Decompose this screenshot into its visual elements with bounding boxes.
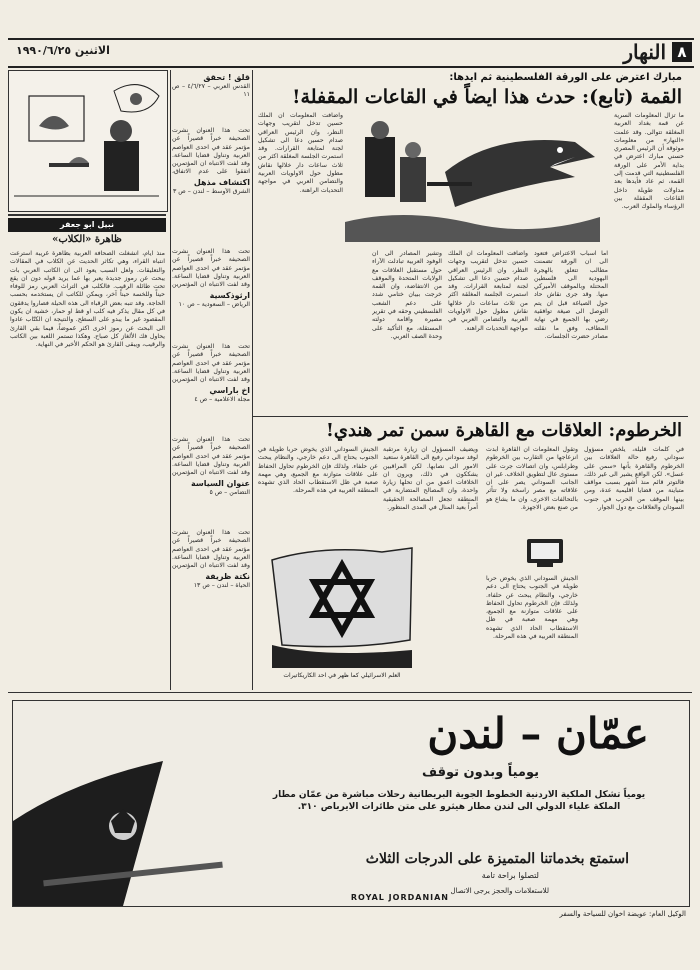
brief-source: الحياة – لندن – ص ١٣ (193, 582, 250, 589)
column-body: منذ ايام، انشغلت الصحافة العربية بظاهرة غريبة استرعت انتباه القراء، وهي تكاثر الحديث عن الكلاب في المقالات والتعليقات. ولعل السبب يعود الى ان الكاتب العربي بات يبحث عن رموز جديدة يعبر بها عما يريد قوله دون ان يقع تحت طائلة الرقيب. فالكلب في التراث العربي رمز للوفاء حيناً وللخسة حيناً آخر، ويمكن للكاتب ان يستخدمه بحسب الحاجة. وقد تنبه بعض الرقباء الى هذه الحيلة فصاروا يدققون في كل مقال يذكر فيه كلب او قط او حمار، خشية ان يكون المقصود غير ما يبدو على السطح. والنتيجة ان الكتّاب عادوا الى البحث عن رموز اخرى اكثر غموضاً، فيما بقي القارئ يحاول فك الألغاز كل صباح. وهكذا تستمر اللعبة بين الكاتب والرقيب، ويبقى القارئ هو الحكم الأخير في النهاية. (10, 250, 165, 349)
section-rule (8, 692, 692, 693)
lead-column-1: اما اسباب الاعتراض فتعود الى ان الورقة تضمنت مطالب تتعلق بالهجرة اليهودية الى فلسطين المحتلة وبالموقف الأميركي منها. وقد جرى نقاش حاد حول الصياغة قبل ان يتم التوصل الى صيغة توافقية رضي بها الجميع في نهاية المطاف، وفق ما نقلته مصادر حضرت الجلسات. (534, 250, 608, 340)
column-title: ظاهرة «الكلاب» (52, 234, 122, 245)
brief-body: تحت هذا العنوان نشرت الصحيفة خبراً قصيراً عن مؤتمر عقد في احدى العواصم العربية وتناول قضايا الساعة. وقد لفت الانتباه ان المؤتمرين اتفقوا على عدم الاتفاق، (172, 127, 250, 175)
cartoon-caption: العلم الاسرائيلي كما ظهر في احد الكاريكاتيرات (283, 672, 401, 679)
newspaper-name: النهار (623, 40, 666, 64)
second-column-2b: الجيش السوداني الذي يخوض حرباً طويلة في الجنوب يحتاج الى دعم خارجي، والنظام يبحث عن حلفاء. ولذلك فإن الخرطوم تحاول الحفاظ على علاقات متوازنة مع الجميع، وهي مهمة صعبة في ظل الاستقطاب الحاد الذي تشهده المنطقة العربية في هذه المرحلة. (486, 575, 578, 641)
column-rule (252, 70, 253, 690)
ad-title: عمّان – لندن (427, 709, 649, 758)
second-column-1: في كلمات قليلة، يلخص مسؤول سوداني رفيع حالة العلاقات بين الخرطوم والقاهرة بأنها «سمن على عسل». لكن الواقع يشير الى غير ذلك، فالتوتر قائم منذ أشهر بسبب مواقف متباينة من قضايا اقليمية عدة، ومن بينها الموقف من الحرب في جنوب السودان والعلاقات مع دول الجوار. (584, 446, 684, 512)
page-header (8, 38, 694, 68)
brief-body: تحت هذا العنوان نشرت الصحيفة خبراً قصيراً عن مؤتمر عقد في احدى العواصم العربية وتناول قضايا الساعة. وقد لفت الانتباه ان المؤتمرين (172, 436, 250, 476)
royal-jordanian-ad (12, 700, 690, 907)
ad-contact: للاستعلامات والحجز يرجى الاتصال (450, 887, 549, 895)
lead-column-2: واضافت المعلومات ان الملك حسين تدخل لتقريب وجهات النظر، وان الرئيس العراقي صدام حسين دعا الى تشكيل لجنة لمتابعة القرارات. وقد استمرت الجلسة المغلقة اكثر من ثلاث ساعات دار خلالها نقاش مطول حول الاولويات العربية والتضامن العربي في مواجهة التحديات الراهنة. (448, 250, 528, 332)
issue-date: الاثنين ١٩٩٠/٦/٢٥ (16, 44, 110, 57)
ad-subtitle: يومياً وبدون توقف (422, 765, 539, 780)
ad-brand: ROYAL JORDANIAN (350, 893, 449, 902)
left-cartoon (8, 70, 168, 212)
crocodile-cartoon (345, 112, 600, 242)
page-number: ٨ (672, 42, 692, 62)
lead-column-4: واضافت المعلومات ان الملك حسين تدخل لتقريب وجهات النظر، وان الرئيس العراقي صدام حسين دعا الى تشكيل لجنة لمتابعة القرارات. وقد استمرت الجلسة المغلقة اكثر من ثلاث ساعات دار خلالها نقاش مطول حول الاولويات العربية والتضامن العربي في مواجهة التحديات الراهنة. (258, 112, 343, 194)
brief-title: عنوان السياسة (191, 479, 250, 488)
brief-body: تحت هذا العنوان نشرت الصحيفة خبراً قصيراً عن مؤتمر عقد في احدى العواصم العربية وتناول قضايا الساعة. وقد لفت الانتباه ان المؤتمرين (172, 343, 250, 383)
lead-headline: القمة (تابع): حدث هذا ايضاً في القاعات المقفلة! (292, 86, 682, 108)
brief-source: مجلة الاعلامية – ص ٤ (194, 396, 250, 403)
brief-source: الرياض – السعودية – ص ١٠ (178, 301, 250, 308)
ad-slogan: استمتع بخدماتنا المتميزة على الدرجات الثلاث (365, 851, 629, 867)
flag-cartoon (262, 540, 422, 670)
ad-tagline: لتصلوا براحة تامة (481, 871, 539, 880)
lead-intro: ما تزال المعلومات السرية عن قمة بغداد العربية المغلقة تتوالى. وقد علمت «النهار» من معلومات موثوقة أن الرئيس المصري حسني مبارك اعترض في بداية الأمر على الورقة الفلسطينية التي قدمت إلى القمة، ثم عاد فأيدها بعد مداولات طويلة داخل القاعات المقفلة بين الرؤساء والملوك العرب. (614, 112, 684, 211)
brief-title: اكتشاف مذهل (193, 178, 250, 187)
column-rule (170, 70, 171, 690)
second-column-3: ويضيف المسؤول ان زيارة مرتقبة لوفد سوداني رفيع الى القاهرة ستعيد الامور الى نصابها. لكن المراقبين يشككون في ذلك، ويرون ان الخلافات اعمق من ان تحلها زيارة واحدة، وان المصالح المتضاربة في المنطقة تجعل المصالحة الحقيقية أمراً بعيد المنال في المدى المنظور. (383, 446, 478, 512)
sidebar-briefs (172, 70, 250, 685)
agent-line: الوكيل العام: عويضة اخوان للسياحة والسفر (559, 910, 686, 918)
brief-source: التضامن – ص ٥ (209, 489, 250, 496)
brief-source: القدس العربي – ٤/٦/٢٧ – ص ١١ (172, 83, 250, 99)
lead-kicker: مبارك اعترض على الورقة الفلسطينية ثم ايدها: (449, 72, 682, 83)
section-rule (253, 416, 688, 417)
brief-title: قلق ! تحقق (203, 73, 250, 82)
second-column-2: وتقول المعلومات ان القاهرة أبدت انزعاجها من التقارب بين الخرطوم وطرابلس، وان اتصالات جرت على مستوى عال لتطويق الخلاف. غير ان الجانب السوداني يصر على ان علاقاته مع مصر راسخة ولا تتأثر بالتحالفات الاخرى، وان ما يشاع هو من صنع بعض الاجهزة. (486, 446, 578, 512)
lead-column-3: وتشير المصادر الى ان الوفود العربية تبادلت الآراء حول مستقبل العلاقات مع الولايات المتحدة والموقف من الانتفاضة، وان القمة خرجت ببيان ختامي شدد على دعم الشعب الفلسطيني وحقه في تقرير مصيره واقامة دولته المستقلة، مع التأكيد على وحدة الصف العربي. (372, 250, 442, 340)
second-headline: الخرطوم: العلاقات مع القاهرة سمن تمر هندي! (325, 420, 682, 441)
brief-source: الشرق الأوسط – لندن – ص ٣ (173, 188, 250, 195)
second-column-4: الجيش السوداني الذي يخوض حرباً طويلة في الجنوب يحتاج الى دعم خارجي، والنظام يبحث عن حلفاء. ولذلك فإن الخرطوم تحاول الحفاظ على علاقات متوازنة مع الجميع، وهي مهمة صعبة في ظل الاستقطاب الحاد الذي تشهده المنطقة العربية في هذه المرحلة. (258, 446, 378, 495)
brief-body: تحت هذا العنوان نشرت الصحيفة خبراً قصيراً عن مؤتمر عقد في احدى العواصم العربية وتناول قضايا الساعة. وقد لفت الانتباه ان المؤتمرين (172, 248, 250, 288)
column-divider (8, 214, 166, 216)
tv-icon (525, 535, 565, 570)
ad-body: يومياً تشكل الملكية الاردنية الخطوط الجوية البريطانية رحلات مباشرة من عمّان مطار الملكة علياء الدولي الى لندن مطار هيثرو على متن طائرات الايرباص ٣١٠. (272, 790, 646, 812)
brief-title: نكتة ظريفة (205, 572, 250, 581)
column-author: نبيل ابو جعفر (8, 218, 166, 232)
plane-tail-image (13, 701, 263, 906)
brief-title: اخ باراسي (209, 386, 250, 395)
brief-body: تحت هذا العنوان نشرت الصحيفة خبراً قصيراً عن مؤتمر عقد في احدى العواصم العربية وتناول قضايا الساعة. وقد لفت الانتباه ان المؤتمرين (172, 529, 250, 569)
brief-title: ارثوذكسية (209, 291, 250, 300)
